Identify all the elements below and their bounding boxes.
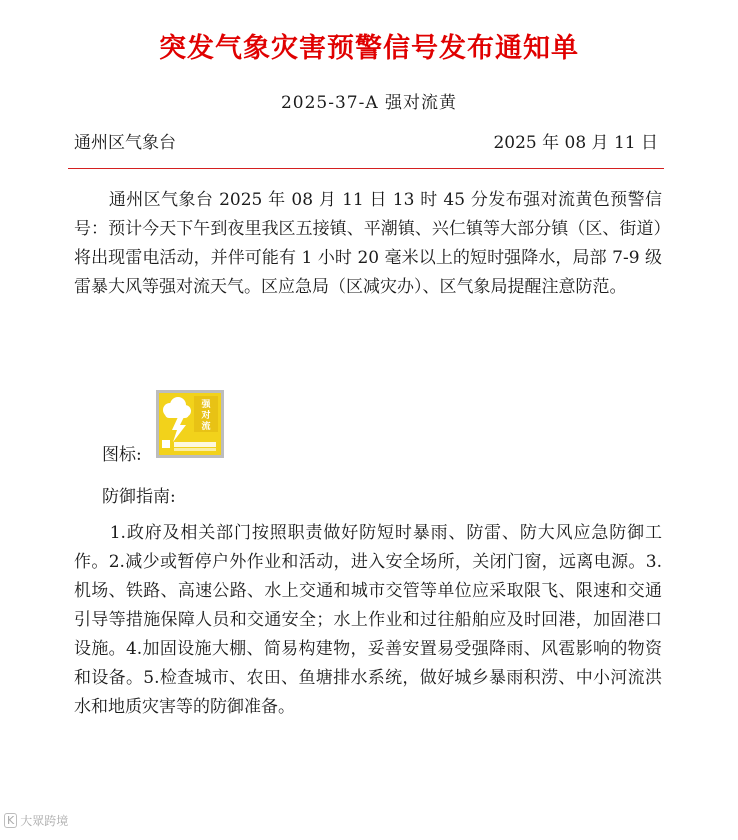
watermark	[4, 812, 68, 829]
issuer-name: 通州区气象台	[74, 133, 176, 153]
page-title: 突发气象灾害预警信号发布通知单	[159, 33, 579, 64]
defense-guide-heading: 防御指南:	[102, 487, 176, 507]
thunderstorm-yellow-warning-icon	[156, 390, 224, 458]
svg-text:对: 对	[201, 411, 211, 421]
issue-date: 2025 年 08 月 11 日	[493, 133, 658, 153]
watermark-text: 大眾跨境	[20, 814, 69, 828]
icon-text-block	[194, 396, 218, 432]
svg-text:强: 强	[201, 400, 211, 410]
svg-text:流: 流	[201, 422, 211, 432]
red-divider	[68, 168, 664, 169]
defense-guide-paragraph: 1.政府及相关部门按照职责做好防短时暴雨、防雷、防大风应急防御工作。2.减少或暂停户外作业和活动，进入安全场所，关闭门窗，远离电源。3.机场、铁路、高速公路、水上交通和城市交管等单位应采取限飞、限速和交通引导等措施保障人员和交通安全；水上作业和过往船舶应及时回港，加固港口设施。4.加固设施大棚、简易构建物，妥善安置易受强降雨、风雹影响的物资和设备。5.检查城市、农田、鱼塘排水系统，做好城乡暴雨积涝、中小河流洪水和地质灾害等的防御准备。	[74, 523, 662, 717]
warning-announcement-paragraph: 通州区气象台 2025 年 08 月 11 日 13 时 45 分发布强对流黄色预警信号：预计今天下午到夜里我区五接镇、平潮镇、兴仁镇等大部分镇（区、街道）将出现雷电活动，并伴可能有 1 小时 20 毫米以上的短时强降水，局部 7-9 级雷暴大风等强对流天气。区应急局（区减灾办）、区气象局提醒注意防范。	[74, 190, 662, 297]
watermark-logo-icon: K	[4, 813, 17, 828]
document-number: 2025-37-A 强对流黄	[280, 93, 458, 113]
icon-label: 图标:	[102, 445, 142, 465]
